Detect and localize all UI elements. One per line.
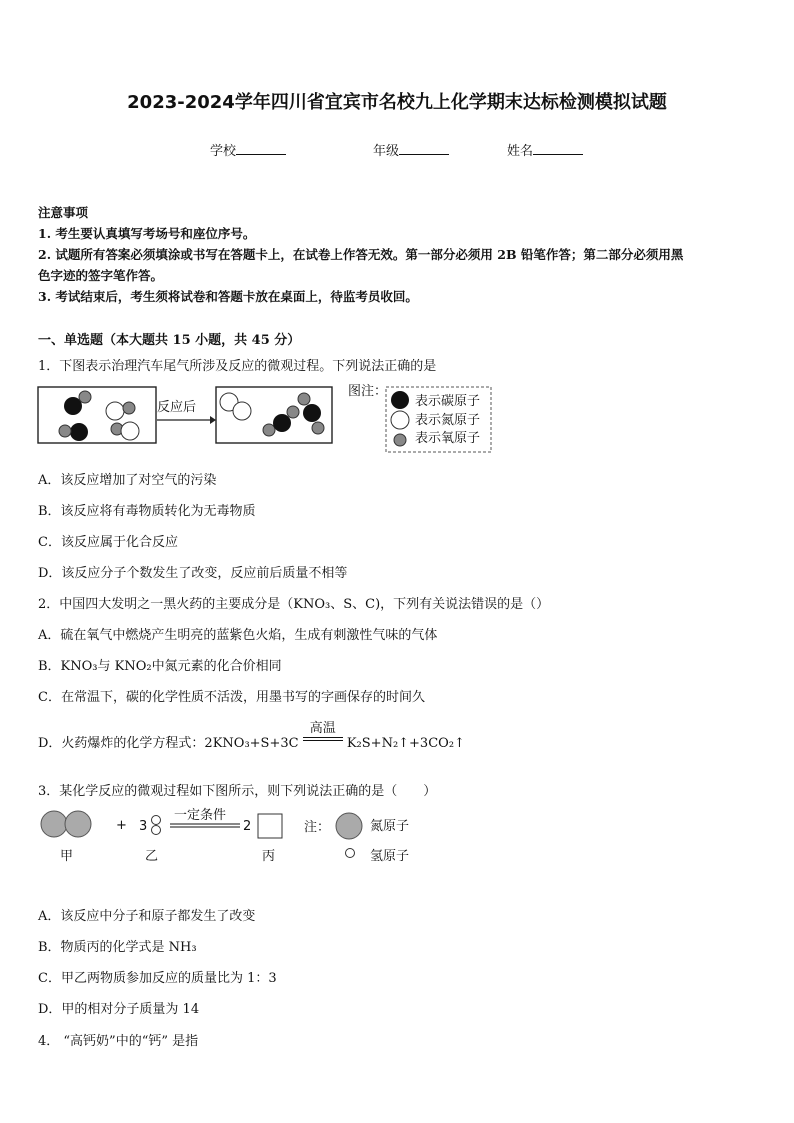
name-blank: [533, 142, 583, 155]
legend-oxygen-icon: [394, 434, 406, 446]
grade-label: 年级: [373, 144, 400, 159]
legend-hydrogen-icon: [346, 849, 355, 858]
label-yi: 乙: [145, 849, 159, 864]
note-item: 1. 考生要认真填写考场号和座位序号。: [38, 226, 256, 241]
school-field: [210, 140, 286, 159]
note-item: 色字迹的签字笔作答。: [38, 268, 164, 283]
legend-oxygen-label: 表示氧原子: [415, 431, 481, 446]
legend-carbon-label: 表示碳原子: [415, 394, 481, 409]
condition-label: 高温: [309, 721, 336, 736]
name-label: 姓名: [507, 144, 534, 159]
legend-nitrogen-icon: [336, 813, 362, 839]
q3-stem: 3．某化学反应的微观过程如下图所示，则下列说法正确的是（ ）: [38, 784, 437, 799]
q2-option-a[interactable]: A．硫在氧气中燃烧产生明亮的蓝紫色火焰，生成有刺激性气味的气体: [38, 628, 438, 643]
label-jia: 甲: [60, 849, 74, 864]
q2-option-b[interactable]: B．KNO₃与 KNO₂中氮元素的化合价相同: [38, 659, 282, 674]
arrowhead: [210, 416, 216, 424]
legend-nitrogen-label: 氮原子: [370, 819, 410, 834]
q2-option-c[interactable]: C．在常温下，碳的化学性质不活泼，用墨书写的字画保存的时间久: [38, 690, 425, 705]
q2-option-d[interactable]: [38, 717, 465, 751]
q1-option-d[interactable]: D．该反应分子个数发生了改变，反应前后质量不相等: [38, 566, 348, 581]
nitrogen-atom: [65, 811, 91, 837]
q2-stem: 2．中国四大发明之一黑火药的主要成分是（KNO₃、S、C)，下列有关说法错误的是（）: [38, 597, 550, 612]
hydrogen-atom: [152, 826, 161, 835]
q3-option-a[interactable]: A．该反应中分子和原子都发生了改变: [38, 909, 256, 924]
oxygen-atom: [59, 425, 71, 437]
q3-reaction-diagram: [36, 803, 436, 869]
legend-title: 图注：: [348, 384, 388, 399]
oxygen-atom: [287, 406, 299, 418]
section-heading: 一、单选题（本大题共 15 小题，共 45 分）: [38, 333, 301, 348]
carbon-atom: [303, 404, 321, 422]
page-title: 2023-2024学年四川省宜宾市名校九上化学期末达标检测模拟试题: [127, 92, 667, 113]
hydrogen-atom: [152, 816, 161, 825]
q1-reaction-diagram: [36, 378, 506, 456]
school-label: 学校: [210, 144, 237, 159]
equals-sign: [303, 737, 343, 741]
product-placeholder-box: [258, 814, 282, 838]
notes-heading: 注意事项: [38, 205, 89, 220]
note-item: 2. 试题所有答案必须填涂或书写在答题卡上，在试卷上作答无效。第一部分必须用 2B 铅笔作答；第二部分必须用黑: [38, 247, 684, 262]
q2-option-d-suffix: K₂S+N₂↑+3CO₂↑: [346, 736, 465, 751]
q3-option-d[interactable]: D．甲的相对分子质量为 14: [38, 1002, 200, 1017]
note-label: 注：: [304, 820, 331, 835]
legend-hydrogen-label: 氢原子: [370, 849, 410, 864]
grade-field: [373, 140, 449, 159]
q1-option-c[interactable]: C．该反应属于化合反应: [38, 535, 178, 550]
q1-option-b[interactable]: B．该反应将有毒物质转化为无毒物质: [38, 504, 256, 519]
coefficient-b: 3: [139, 819, 148, 834]
grade-blank: [399, 142, 449, 155]
oxygen-atom: [79, 391, 91, 403]
arrow-label: 反应后: [157, 400, 197, 415]
oxygen-atom: [298, 393, 310, 405]
q1-stem: 1．下图表示治理汽车尾气所涉及反应的微观过程。下列说法正确的是: [38, 359, 437, 374]
carbon-atom: [273, 414, 291, 432]
q4-stem: 4． “高钙奶”中的“钙” 是指: [38, 1034, 199, 1049]
q1-option-a[interactable]: A．该反应增加了对空气的污染: [38, 473, 217, 488]
q2-option-d-prefix: D．火药爆炸的化学方程式：2KNO₃+S+3C: [38, 736, 299, 751]
nitrogen-atom: [121, 422, 139, 440]
legend-nitrogen-icon: [391, 411, 409, 429]
nitrogen-atom: [233, 402, 251, 420]
name-field: [507, 140, 583, 159]
label-bing: 丙: [262, 849, 276, 864]
nitrogen-atom: [41, 811, 67, 837]
reaction-condition: 一定条件: [174, 808, 227, 823]
reaction-condition: [303, 721, 343, 741]
coefficient-c: 2: [243, 819, 252, 834]
oxygen-atom: [123, 402, 135, 414]
oxygen-atom: [312, 422, 324, 434]
oxygen-atom: [263, 424, 275, 436]
q3-option-c[interactable]: C．甲乙两物质参加反应的质量比为 1：3: [38, 971, 277, 986]
school-blank: [236, 142, 286, 155]
nitrogen-atom: [106, 402, 124, 420]
plus-sign: +: [116, 818, 127, 833]
note-item: 3. 考试结束后，考生须将试卷和答题卡放在桌面上，待监考员收回。: [38, 289, 418, 304]
legend-carbon-icon: [391, 391, 409, 409]
q3-option-b[interactable]: B．物质丙的化学式是 NH₃: [38, 940, 197, 955]
legend-nitrogen-label: 表示氮原子: [415, 413, 481, 428]
carbon-atom: [70, 423, 88, 441]
